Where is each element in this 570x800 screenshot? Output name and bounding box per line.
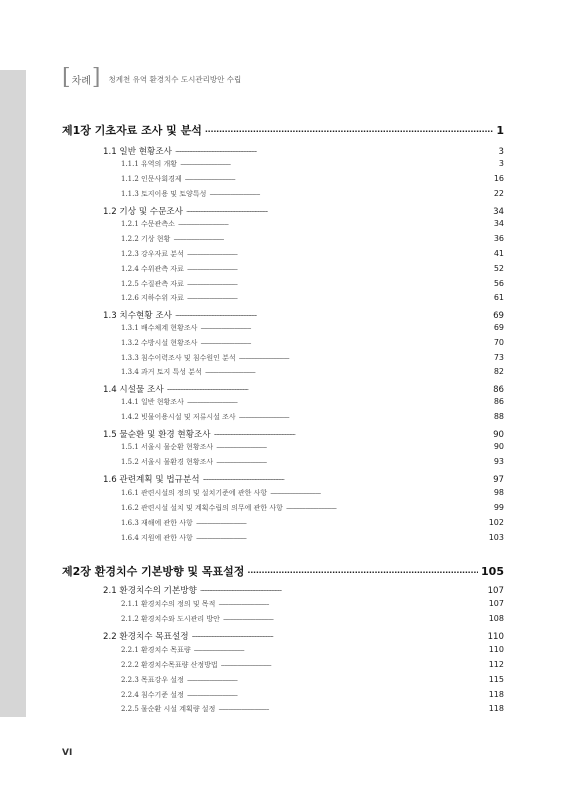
toc-subsection[interactable] [121,367,504,377]
toc-section[interactable] [103,473,504,485]
header-section-label: 차례 [71,75,91,87]
toc-subsection[interactable] [121,338,504,348]
toc-page-number: 118 [488,704,504,713]
toc-page-number: 34 [493,207,504,217]
toc-chapter[interactable] [62,122,504,138]
toc-subsection[interactable] [121,174,504,184]
toc-section[interactable] [103,383,504,395]
header-left-bracket: [ [62,65,71,90]
toc-page-number: 115 [488,675,504,684]
toc-page-number: 86 [493,397,504,406]
toc-page-number: 1 [496,124,504,137]
toc-page-number: 102 [488,518,504,527]
dot-leader [247,568,478,577]
toc-page-number: 97 [493,475,504,485]
header-right-bracket: ] [91,65,101,90]
toc-page-number: 88 [493,412,504,421]
toc-entry-title: 1.4 시설물 조사 [103,385,164,395]
toc-subsection[interactable] [121,323,504,333]
toc-subsection[interactable] [121,645,504,655]
toc-subsection[interactable] [121,412,504,422]
dot-leader [196,521,486,527]
toc-entry-title: 1.1.2 인문사회경제 [121,175,182,183]
toc-page-number: 70 [493,338,504,347]
toc-page-number: 110 [488,645,504,654]
toc-entry-title: 1.2.2 기상 현황 [121,235,171,243]
dot-leader [270,491,491,497]
toc-page-number: 41 [493,249,504,258]
dot-leader [216,445,491,451]
dot-leader [187,252,491,258]
dot-leader [218,707,485,713]
toc-section[interactable] [103,630,504,642]
toc-subsection[interactable] [121,442,504,452]
toc-entry-title: 1.2.4 수위관측 자료 [121,265,184,273]
dot-leader [205,127,493,136]
toc-page-number: 61 [493,293,504,302]
toc-page-number: 86 [493,385,504,395]
toc-page-number: 112 [488,660,504,669]
toc-entry-title: 1.4.1 일반 현황조사 [121,398,184,406]
dot-leader [187,678,486,684]
dot-leader [216,460,491,466]
toc-subsection[interactable] [121,397,504,407]
dot-leader [173,237,491,243]
toc-page-number: 34 [493,219,504,228]
toc-subsection[interactable] [121,234,504,244]
toc-page-number: 107 [488,599,504,608]
toc-subsection[interactable] [121,293,504,303]
toc-entry-title: 2.2.1 환경치수 목표량 [121,646,191,654]
dot-leader [205,370,491,376]
toc-subsection[interactable] [121,660,504,670]
dot-leader [175,313,490,320]
toc-entry-title: 1.2.6 지하수위 자료 [121,294,184,302]
toc-entry-title: 1.6.3 재해에 관한 사항 [121,519,193,527]
toc-page-number: 69 [493,311,504,321]
header-document-title: 청계천 유역 환경치수 도시관리방안 수립 [108,74,242,84]
toc-section[interactable] [103,145,504,157]
dot-leader [200,588,485,595]
dot-leader [194,648,486,654]
toc-chapter[interactable] [62,563,504,579]
toc-entry-title: 1.6.1 관련시설의 정의 및 설치기준에 관한 사항 [121,489,268,497]
toc-page-number: 22 [493,189,504,198]
dot-leader [203,477,490,484]
toc-page-number: 69 [493,323,504,332]
toc-page-number: 52 [493,264,504,273]
toc-subsection[interactable] [121,518,504,528]
dot-leader [187,267,491,273]
dot-leader [286,506,491,512]
toc-entry-title: 2.2 환경치수 목표설정 [103,632,189,642]
toc-page-number: 103 [488,533,504,542]
toc-page-number: 3 [498,159,504,168]
toc-entry-title: 2.2.5 물순환 시설 계획량 설정 [121,705,216,713]
toc-page-number: 93 [493,457,504,466]
toc-entry-title: 1.6.4 지원에 관한 사항 [121,534,193,542]
dot-leader [187,282,491,288]
dot-leader [214,432,490,439]
toc-subsection[interactable] [121,614,504,624]
toc-subsection[interactable] [121,264,504,274]
toc-subsection[interactable] [121,353,504,363]
toc-page-number: 98 [493,488,504,497]
toc-page-number: 90 [493,430,504,440]
toc-page-number: 73 [493,353,504,362]
toc-entry-title: 1.2.3 강우자료 분석 [121,250,184,258]
dot-leader [196,536,486,542]
toc-entry-title: 2.2.3 목표강우 설정 [121,676,184,684]
toc-page-number: 105 [481,565,504,578]
dot-leader [187,693,486,699]
dot-leader [192,634,485,641]
toc-entry-title: 1.5.1 서울시 물순환 현황조사 [121,443,214,451]
dot-leader [187,296,491,302]
toc-section[interactable] [103,584,504,596]
toc-page-number: 99 [493,503,504,512]
toc-entry-title: 1.3.4 과거 토지 특성 분석 [121,368,202,376]
page-number: VI [62,748,73,758]
dot-leader [239,356,491,362]
toc-subsection[interactable] [121,704,504,714]
toc-page-number: 90 [493,442,504,451]
toc-entry-title: 1.3.3 침수이력조사 및 침수원인 분석 [121,354,236,362]
toc-entry-title: 1.5 물순환 및 환경 현황조사 [103,430,211,440]
dot-leader [186,209,490,216]
toc-subsection[interactable] [121,219,504,229]
toc-page-number: 3 [498,147,504,157]
toc-subsection[interactable] [121,249,504,259]
toc-section[interactable] [103,205,504,217]
toc-entry-title: 1.3.1 배수체계 현황조사 [121,324,198,332]
toc-subsection[interactable] [121,533,504,543]
toc-entry-title: 2.2.4 침수기준 설정 [121,691,184,699]
toc-entry-title: 1.1.1 유역의 개황 [121,160,178,168]
dot-leader [175,149,496,156]
dot-leader [187,400,491,406]
toc-subsection[interactable] [121,159,504,169]
toc-page-number: 110 [487,632,504,642]
toc-subsection[interactable] [121,189,504,199]
dot-leader [178,222,491,228]
toc-page-number: 108 [488,614,504,623]
toc-subsection[interactable] [121,675,504,685]
dot-leader [221,663,486,669]
toc-entry-title: 1.3 치수현황 조사 [103,311,172,321]
toc-subsection[interactable] [121,488,504,498]
dot-leader [239,415,491,421]
toc-subsection[interactable] [121,503,504,513]
toc-page-number: 36 [493,234,504,243]
toc-entry-title: 1.5.2 서울시 물환경 현황조사 [121,458,214,466]
toc-page-number: 16 [493,174,504,183]
toc-page-number: 56 [493,279,504,288]
toc-entry-title: 제2장 환경치수 기본방향 및 목표설정 [62,565,245,578]
dot-leader [200,341,490,347]
toc-entry-title: 1.6 관련계획 및 법규분석 [103,475,200,485]
toc-subsection[interactable] [121,599,504,609]
toc-subsection[interactable] [121,457,504,467]
toc-page-number: 82 [493,367,504,376]
dot-leader [209,192,490,198]
toc-entry-title: 1.1.3 토지이용 및 토양특성 [121,190,207,198]
toc-entry-title: 1.6.2 관련시설 설치 및 계획수립의 의무에 관한 사항 [121,504,283,512]
dot-leader [185,177,491,183]
toc-page-number: 118 [488,690,504,699]
toc-entry-title: 2.1.1 환경치수의 정의 및 목적 [121,600,216,608]
dot-leader [200,326,490,332]
dot-leader [218,602,485,608]
toc-entry-title: 제1장 기초자료 조사 및 분석 [62,124,202,137]
toc-entry-title: 1.2.5 수질관측 자료 [121,280,184,288]
toc-entry-title: 1.4.2 빗물이용시설 및 저류시설 조사 [121,413,236,421]
toc-entry-title: 1.2.1 수문관측소 [121,220,175,228]
dot-leader [180,162,496,168]
toc-entry-title: 2.1.2 환경치수와 도시관리 방안 [121,615,220,623]
toc-entry-title: 2.2.2 환경치수목표량 산정방법 [121,661,218,669]
dot-leader [223,617,486,623]
toc-entry-title: 1.2 기상 및 수문조사 [103,207,183,217]
toc-subsection[interactable] [121,279,504,289]
dot-leader [167,387,490,394]
toc-entry-title: 1.3.2 수방시설 현황조사 [121,339,198,347]
toc-page-number: 107 [487,586,504,596]
toc-section[interactable] [103,309,504,321]
toc-entry-title: 2.1 환경치수의 기본방향 [103,586,197,596]
toc-entry-title: 1.1 일반 현황조사 [103,147,172,157]
toc-subsection[interactable] [121,690,504,700]
toc-section[interactable] [103,428,504,440]
